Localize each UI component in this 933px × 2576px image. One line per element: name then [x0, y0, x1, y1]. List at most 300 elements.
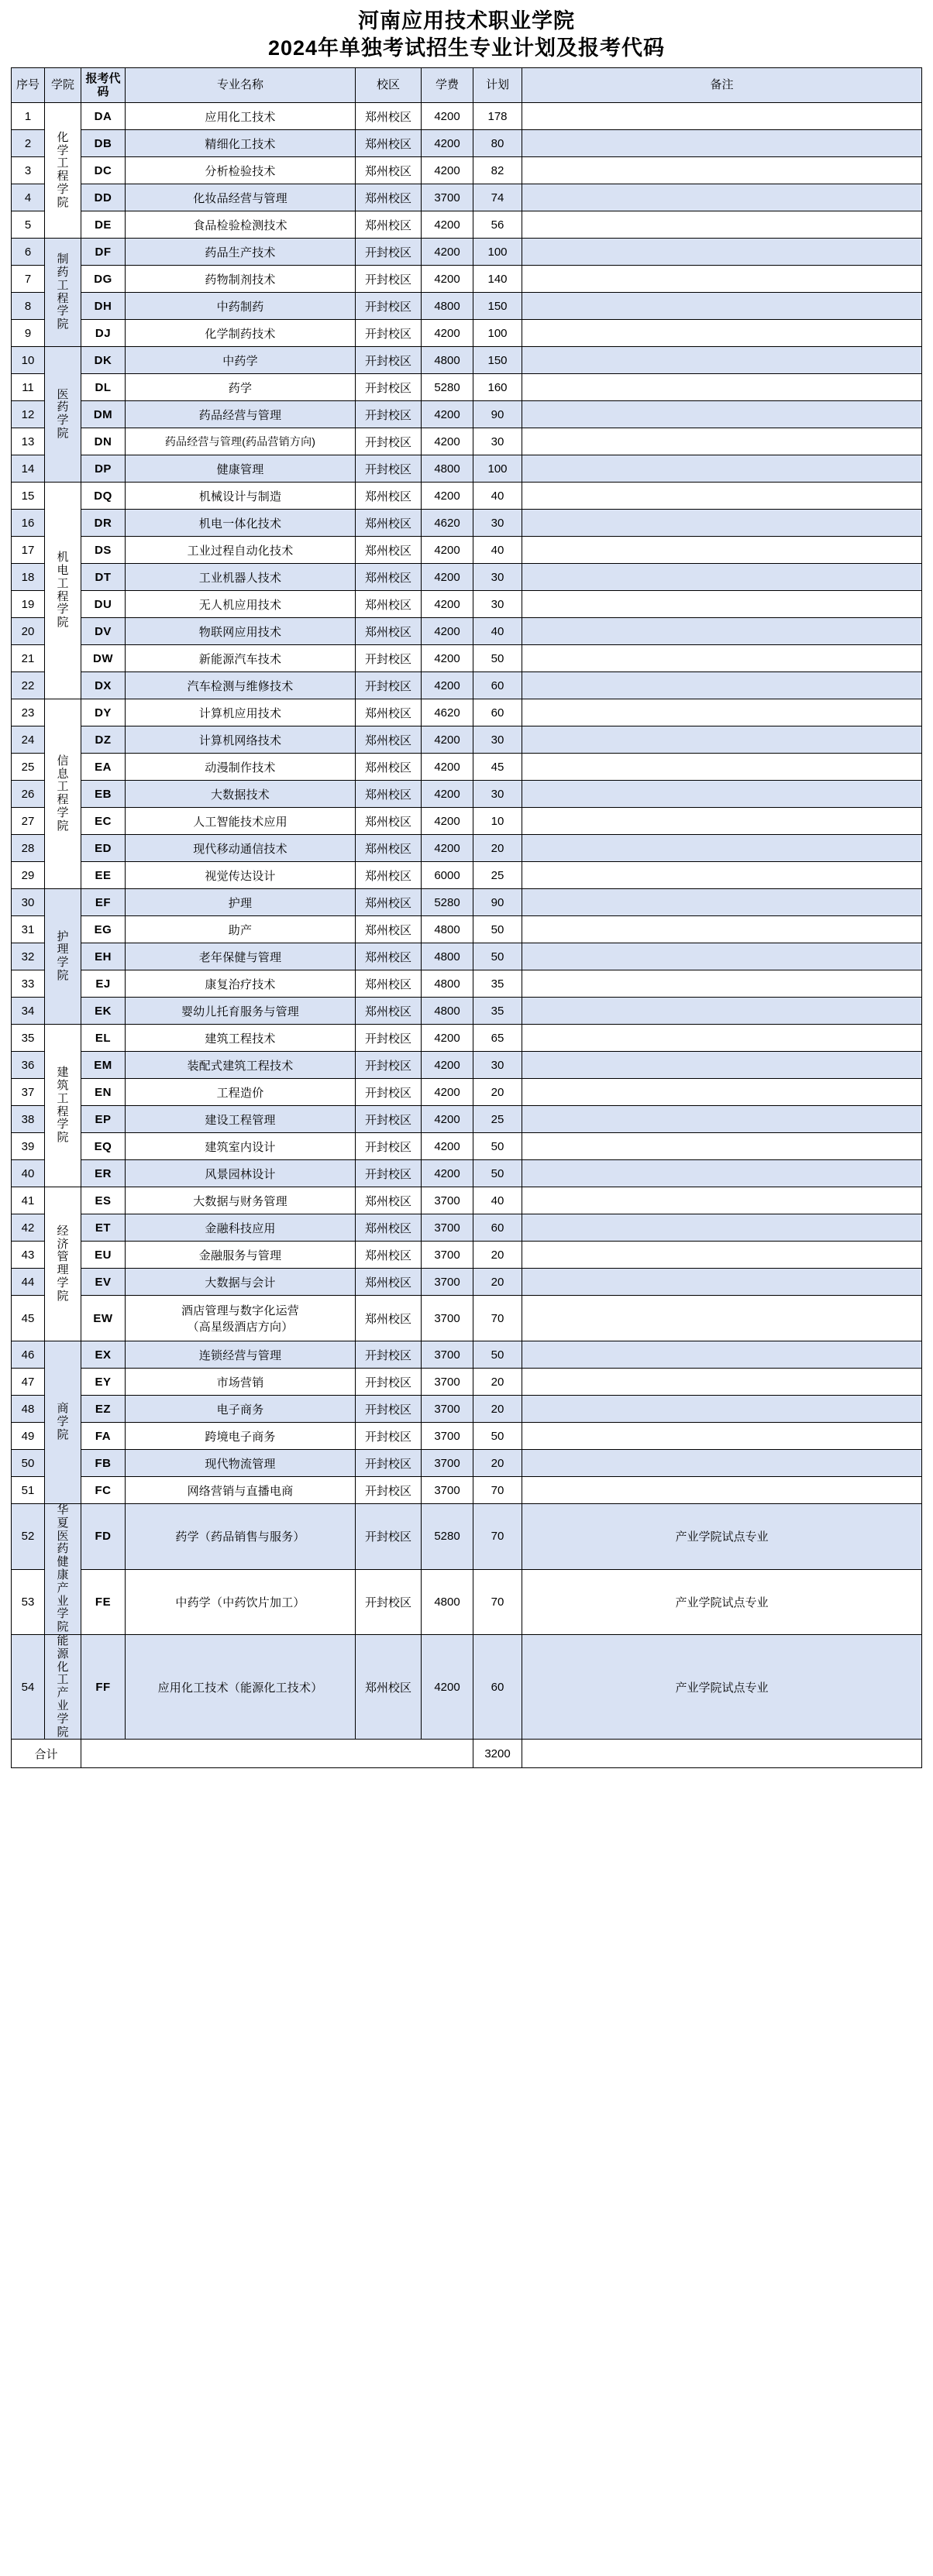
- table-row: [12, 1106, 922, 1133]
- cell-plan: 178: [473, 103, 522, 130]
- cell-plan: 40: [473, 537, 522, 564]
- table-row: [12, 1396, 922, 1423]
- cell-note: [522, 1079, 922, 1106]
- cell-note: [522, 862, 922, 889]
- cell-campus: 郑州校区: [356, 483, 422, 510]
- cell-code: FC: [81, 1477, 126, 1504]
- cell-note: [522, 1396, 922, 1423]
- cell-fee: 4200: [422, 1133, 473, 1160]
- cell-code: DL: [81, 374, 126, 401]
- table-row: [12, 1133, 922, 1160]
- cell-seq: 1: [12, 103, 45, 130]
- cell-major: 人工智能技术应用: [126, 808, 356, 835]
- cell-seq: 30: [12, 889, 45, 916]
- cell-campus: 郑州校区: [356, 889, 422, 916]
- cell-code: FB: [81, 1450, 126, 1477]
- table-row: [12, 157, 922, 184]
- cell-note: [522, 1296, 922, 1341]
- cell-fee: 6000: [422, 862, 473, 889]
- cell-fee: 4200: [422, 835, 473, 862]
- table-row: [12, 862, 922, 889]
- cell-campus: 开封校区: [356, 645, 422, 672]
- cell-plan: 20: [473, 1269, 522, 1296]
- cell-seq: 14: [12, 455, 45, 483]
- cell-code: DR: [81, 510, 126, 537]
- cell-note: [522, 1214, 922, 1242]
- cell-major: 药品经营与管理(药品营销方向): [126, 428, 356, 455]
- cell-note: [522, 510, 922, 537]
- cell-note: 产业学院试点专业: [522, 1569, 922, 1634]
- cell-note: [522, 401, 922, 428]
- cell-major: 护理: [126, 889, 356, 916]
- cell-seq: 45: [12, 1296, 45, 1341]
- cell-code: EQ: [81, 1133, 126, 1160]
- table-row: [12, 1477, 922, 1504]
- cell-fee: 3700: [422, 1242, 473, 1269]
- cell-seq: 21: [12, 645, 45, 672]
- cell-fee: 4200: [422, 157, 473, 184]
- table-row: [12, 103, 922, 130]
- cell-seq: 15: [12, 483, 45, 510]
- cell-code: ED: [81, 835, 126, 862]
- cell-plan: 90: [473, 401, 522, 428]
- table-head: [12, 68, 922, 103]
- cell-major: 药品生产技术: [126, 239, 356, 266]
- cell-seq: 19: [12, 591, 45, 618]
- table-header-row: [12, 68, 922, 103]
- cell-plan: 70: [473, 1296, 522, 1341]
- cell-note: [522, 184, 922, 211]
- cell-campus: 郑州校区: [356, 699, 422, 726]
- cell-campus: 郑州校区: [356, 564, 422, 591]
- cell-seq: 39: [12, 1133, 45, 1160]
- cell-note: [522, 835, 922, 862]
- cell-campus: 郑州校区: [356, 591, 422, 618]
- cell-fee: 4200: [422, 591, 473, 618]
- cell-major: 网络营销与直播电商: [126, 1477, 356, 1504]
- cell-fee: 4200: [422, 537, 473, 564]
- cell-note: [522, 537, 922, 564]
- cell-college: 护理学院: [45, 889, 81, 1025]
- cell-major: 汽车检测与维修技术: [126, 672, 356, 699]
- cell-code: EJ: [81, 970, 126, 998]
- cell-major: 无人机应用技术: [126, 591, 356, 618]
- cell-note: [522, 1477, 922, 1504]
- cell-major: 分析检验技术: [126, 157, 356, 184]
- cell-campus: 郑州校区: [356, 157, 422, 184]
- cell-major: 装配式建筑工程技术: [126, 1052, 356, 1079]
- cell-seq: 5: [12, 211, 45, 239]
- cell-campus: 郑州校区: [356, 537, 422, 564]
- cell-campus: 开封校区: [356, 1477, 422, 1504]
- cell-campus: 郑州校区: [356, 808, 422, 835]
- cell-fee: 4800: [422, 347, 473, 374]
- cell-fee: 4200: [422, 103, 473, 130]
- cell-major: 市场营销: [126, 1369, 356, 1396]
- header-plan: 计划: [473, 68, 522, 103]
- cell-seq: 25: [12, 754, 45, 781]
- cell-fee: 4200: [422, 1079, 473, 1106]
- cell-major: 计算机网络技术: [126, 726, 356, 754]
- table-row: [12, 239, 922, 266]
- table-row: [12, 1423, 922, 1450]
- total-note: [522, 1740, 922, 1768]
- cell-major: 视觉传达设计: [126, 862, 356, 889]
- cell-fee: 4200: [422, 130, 473, 157]
- cell-plan: 70: [473, 1504, 522, 1569]
- cell-note: [522, 320, 922, 347]
- cell-college: 商学院: [45, 1341, 81, 1504]
- cell-plan: 140: [473, 266, 522, 293]
- cell-plan: 45: [473, 754, 522, 781]
- cell-seq: 36: [12, 1052, 45, 1079]
- cell-major: 应用化工技术: [126, 103, 356, 130]
- cell-plan: 35: [473, 998, 522, 1025]
- cell-seq: 51: [12, 1477, 45, 1504]
- cell-seq: 35: [12, 1025, 45, 1052]
- table-row: [12, 374, 922, 401]
- cell-note: [522, 483, 922, 510]
- cell-plan: 150: [473, 347, 522, 374]
- cell-seq: 11: [12, 374, 45, 401]
- cell-major: 工程造价: [126, 1079, 356, 1106]
- cell-major: 健康管理: [126, 455, 356, 483]
- header-major: 专业名称: [126, 68, 356, 103]
- table-row: [12, 970, 922, 998]
- cell-note: [522, 943, 922, 970]
- cell-campus: 郑州校区: [356, 510, 422, 537]
- cell-major: 工业过程自动化技术: [126, 537, 356, 564]
- cell-college: 建筑工程学院: [45, 1025, 81, 1187]
- cell-code: DD: [81, 184, 126, 211]
- table-row: [12, 1269, 922, 1296]
- header-campus: 校区: [356, 68, 422, 103]
- cell-plan: 40: [473, 618, 522, 645]
- cell-fee: 3700: [422, 1450, 473, 1477]
- cell-seq: 43: [12, 1242, 45, 1269]
- cell-campus: 郑州校区: [356, 1214, 422, 1242]
- cell-fee: 4800: [422, 1569, 473, 1634]
- cell-note: [522, 998, 922, 1025]
- cell-campus: 开封校区: [356, 1423, 422, 1450]
- cell-plan: 10: [473, 808, 522, 835]
- cell-major: 中药制药: [126, 293, 356, 320]
- cell-plan: 60: [473, 1214, 522, 1242]
- cell-major: 金融服务与管理: [126, 1242, 356, 1269]
- cell-major: 老年保健与管理: [126, 943, 356, 970]
- cell-seq: 16: [12, 510, 45, 537]
- cell-note: [522, 889, 922, 916]
- cell-plan: 40: [473, 1187, 522, 1214]
- cell-fee: 3700: [422, 1214, 473, 1242]
- cell-note: [522, 1369, 922, 1396]
- cell-note: [522, 1187, 922, 1214]
- cell-fee: 3700: [422, 1369, 473, 1396]
- cell-seq: 40: [12, 1160, 45, 1187]
- cell-campus: 开封校区: [356, 320, 422, 347]
- cell-seq: 3: [12, 157, 45, 184]
- cell-fee: 4620: [422, 510, 473, 537]
- cell-campus: 开封校区: [356, 347, 422, 374]
- cell-note: [522, 266, 922, 293]
- cell-fee: 4200: [422, 211, 473, 239]
- table-row: [12, 401, 922, 428]
- cell-code: DM: [81, 401, 126, 428]
- cell-note: [522, 1450, 922, 1477]
- cell-campus: 开封校区: [356, 1079, 422, 1106]
- table-row: [12, 347, 922, 374]
- cell-major: 化学制药技术: [126, 320, 356, 347]
- cell-code: EC: [81, 808, 126, 835]
- cell-note: [522, 564, 922, 591]
- cell-fee: 3700: [422, 1341, 473, 1369]
- cell-campus: 郑州校区: [356, 1269, 422, 1296]
- table-row: [12, 645, 922, 672]
- table-row: [12, 1450, 922, 1477]
- cell-code: EE: [81, 862, 126, 889]
- cell-plan: 100: [473, 320, 522, 347]
- cell-seq: 49: [12, 1423, 45, 1450]
- cell-code: ER: [81, 1160, 126, 1187]
- cell-major: 中药学（中药饮片加工）: [126, 1569, 356, 1634]
- cell-seq: 6: [12, 239, 45, 266]
- cell-note: [522, 1341, 922, 1369]
- cell-major: 金融科技应用: [126, 1214, 356, 1242]
- cell-plan: 35: [473, 970, 522, 998]
- cell-major: 药学（药品销售与服务）: [126, 1504, 356, 1569]
- cell-seq: 47: [12, 1369, 45, 1396]
- cell-major: 机械设计与制造: [126, 483, 356, 510]
- table-row: [12, 1504, 922, 1569]
- cell-note: [522, 239, 922, 266]
- table-row: [12, 293, 922, 320]
- table-row: [12, 1242, 922, 1269]
- title-line-1: 河南应用技术职业学院: [358, 9, 575, 33]
- cell-college: 医药学院: [45, 347, 81, 483]
- cell-code: EZ: [81, 1396, 126, 1423]
- table-row: [12, 591, 922, 618]
- table-row: [12, 211, 922, 239]
- table-row: [12, 1341, 922, 1369]
- cell-code: DP: [81, 455, 126, 483]
- cell-seq: 10: [12, 347, 45, 374]
- cell-campus: 开封校区: [356, 1504, 422, 1569]
- table-row: [12, 1052, 922, 1079]
- cell-fee: 4800: [422, 293, 473, 320]
- page-title: [11, 8, 922, 61]
- cell-code: DW: [81, 645, 126, 672]
- table-row: [12, 916, 922, 943]
- cell-plan: 70: [473, 1477, 522, 1504]
- cell-college: 制药工程学院: [45, 239, 81, 347]
- cell-major: 建设工程管理: [126, 1106, 356, 1133]
- cell-plan: 20: [473, 1369, 522, 1396]
- cell-campus: 开封校区: [356, 428, 422, 455]
- cell-fee: 4800: [422, 943, 473, 970]
- cell-major: 应用化工技术（能源化工技术）: [126, 1635, 356, 1740]
- cell-note: [522, 808, 922, 835]
- cell-plan: 82: [473, 157, 522, 184]
- cell-plan: 20: [473, 1079, 522, 1106]
- cell-campus: 郑州校区: [356, 1187, 422, 1214]
- table-row: [12, 672, 922, 699]
- cell-plan: 100: [473, 239, 522, 266]
- cell-campus: 开封校区: [356, 374, 422, 401]
- cell-fee: 4200: [422, 808, 473, 835]
- cell-campus: 郑州校区: [356, 211, 422, 239]
- table-row: [12, 1025, 922, 1052]
- cell-major: 现代移动通信技术: [126, 835, 356, 862]
- header-college: 学院: [45, 68, 81, 103]
- cell-plan: 50: [473, 645, 522, 672]
- table-row: [12, 943, 922, 970]
- cell-code: DZ: [81, 726, 126, 754]
- cell-fee: 4200: [422, 1635, 473, 1740]
- cell-plan: 20: [473, 1242, 522, 1269]
- cell-college: 经济管理学院: [45, 1187, 81, 1341]
- cell-plan: 25: [473, 862, 522, 889]
- cell-seq: 50: [12, 1450, 45, 1477]
- cell-campus: 开封校区: [356, 1133, 422, 1160]
- total-blank: [81, 1740, 473, 1768]
- cell-campus: 开封校区: [356, 1450, 422, 1477]
- cell-major: 化妆品经营与管理: [126, 184, 356, 211]
- cell-campus: 郑州校区: [356, 1242, 422, 1269]
- cell-code: DY: [81, 699, 126, 726]
- cell-note: 产业学院试点专业: [522, 1504, 922, 1569]
- table-row: [12, 754, 922, 781]
- cell-seq: 26: [12, 781, 45, 808]
- cell-college: 化学工程学院: [45, 103, 81, 239]
- cell-note: [522, 699, 922, 726]
- cell-fee: 4800: [422, 916, 473, 943]
- cell-fee: 4200: [422, 239, 473, 266]
- cell-plan: 20: [473, 1450, 522, 1477]
- cell-fee: 4200: [422, 1160, 473, 1187]
- cell-note: [522, 1423, 922, 1450]
- cell-plan: 50: [473, 916, 522, 943]
- table-row: [12, 184, 922, 211]
- cell-major: 连锁经营与管理: [126, 1341, 356, 1369]
- cell-seq: 38: [12, 1106, 45, 1133]
- cell-code: FF: [81, 1635, 126, 1740]
- cell-fee: 4620: [422, 699, 473, 726]
- cell-code: DE: [81, 211, 126, 239]
- cell-major: 大数据技术: [126, 781, 356, 808]
- cell-seq: 24: [12, 726, 45, 754]
- cell-note: [522, 1106, 922, 1133]
- cell-code: DA: [81, 103, 126, 130]
- cell-seq: 23: [12, 699, 45, 726]
- cell-fee: 5280: [422, 1504, 473, 1569]
- cell-seq: 48: [12, 1396, 45, 1423]
- cell-campus: 开封校区: [356, 672, 422, 699]
- cell-note: [522, 618, 922, 645]
- cell-seq: 33: [12, 970, 45, 998]
- cell-fee: 4200: [422, 266, 473, 293]
- table-row: [12, 130, 922, 157]
- cell-plan: 100: [473, 455, 522, 483]
- cell-note: [522, 672, 922, 699]
- cell-campus: 郑州校区: [356, 130, 422, 157]
- table-row: [12, 1079, 922, 1106]
- cell-major: 电子商务: [126, 1396, 356, 1423]
- table-row: [12, 483, 922, 510]
- cell-code: DN: [81, 428, 126, 455]
- cell-note: [522, 1242, 922, 1269]
- table-row: [12, 455, 922, 483]
- table-row: [12, 889, 922, 916]
- cell-code: DS: [81, 537, 126, 564]
- cell-fee: 3700: [422, 1423, 473, 1450]
- cell-fee: 3700: [422, 1477, 473, 1504]
- cell-fee: 5280: [422, 374, 473, 401]
- cell-campus: 郑州校区: [356, 781, 422, 808]
- cell-seq: 34: [12, 998, 45, 1025]
- cell-note: [522, 1160, 922, 1187]
- cell-fee: 4200: [422, 401, 473, 428]
- cell-major: 跨境电子商务: [126, 1423, 356, 1450]
- cell-code: DT: [81, 564, 126, 591]
- cell-campus: 开封校区: [356, 1160, 422, 1187]
- cell-major: 精细化工技术: [126, 130, 356, 157]
- cell-campus: 开封校区: [356, 1052, 422, 1079]
- cell-campus: 郑州校区: [356, 862, 422, 889]
- table-row: [12, 998, 922, 1025]
- cell-fee: 4800: [422, 998, 473, 1025]
- cell-code: EA: [81, 754, 126, 781]
- cell-fee: 4200: [422, 1052, 473, 1079]
- cell-fee: 4200: [422, 618, 473, 645]
- cell-campus: 开封校区: [356, 1569, 422, 1634]
- cell-code: DF: [81, 239, 126, 266]
- table-row: [12, 537, 922, 564]
- header-note: 备注: [522, 68, 922, 103]
- cell-major: 计算机应用技术: [126, 699, 356, 726]
- cell-seq: 46: [12, 1341, 45, 1369]
- cell-seq: 27: [12, 808, 45, 835]
- cell-code: DJ: [81, 320, 126, 347]
- cell-fee: 4800: [422, 455, 473, 483]
- cell-major: 建筑室内设计: [126, 1133, 356, 1160]
- cell-major: 动漫制作技术: [126, 754, 356, 781]
- table-row: [12, 1214, 922, 1242]
- header-fee: 学费: [422, 68, 473, 103]
- cell-code: FD: [81, 1504, 126, 1569]
- cell-code: EM: [81, 1052, 126, 1079]
- cell-code: ES: [81, 1187, 126, 1214]
- cell-major: 物联网应用技术: [126, 618, 356, 645]
- header-code: 报考代码: [81, 68, 126, 103]
- cell-campus: 郑州校区: [356, 754, 422, 781]
- table-row: [12, 320, 922, 347]
- table-row: [12, 1160, 922, 1187]
- cell-fee: 4200: [422, 1106, 473, 1133]
- cell-code: DQ: [81, 483, 126, 510]
- cell-plan: 50: [473, 1160, 522, 1187]
- cell-seq: 18: [12, 564, 45, 591]
- cell-plan: 65: [473, 1025, 522, 1052]
- cell-plan: 56: [473, 211, 522, 239]
- cell-note: [522, 754, 922, 781]
- cell-fee: 4200: [422, 320, 473, 347]
- cell-plan: 30: [473, 1052, 522, 1079]
- cell-code: EH: [81, 943, 126, 970]
- cell-campus: 开封校区: [356, 1106, 422, 1133]
- cell-seq: 53: [12, 1569, 45, 1634]
- cell-plan: 160: [473, 374, 522, 401]
- cell-fee: 3700: [422, 1187, 473, 1214]
